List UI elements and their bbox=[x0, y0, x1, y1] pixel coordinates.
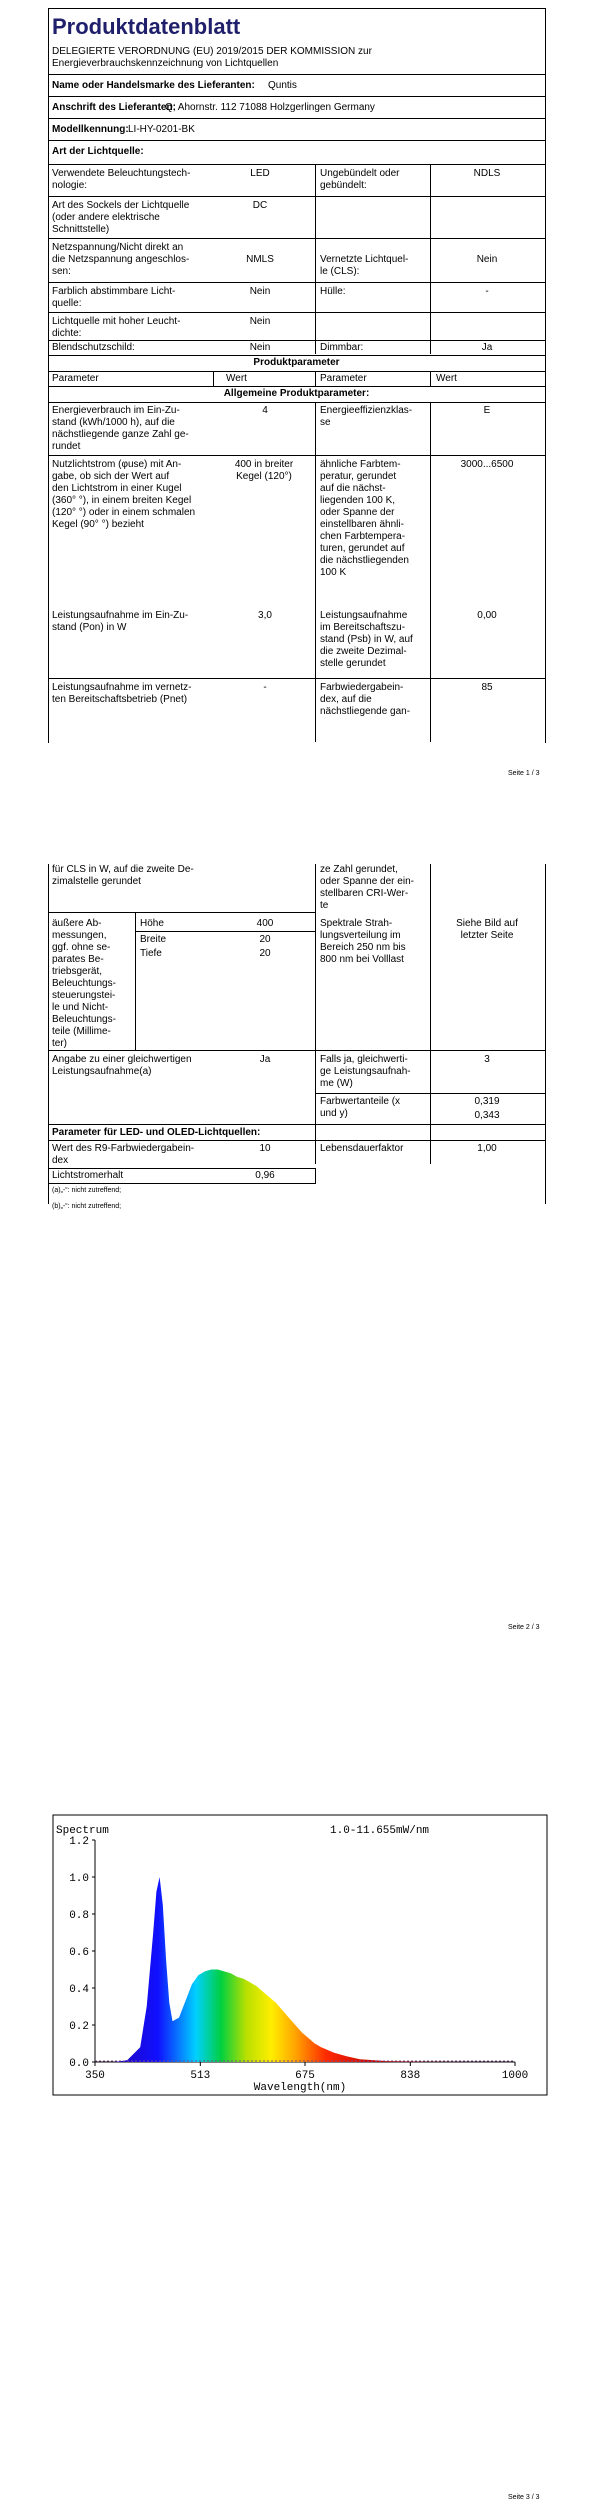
dimensions-label: äußere Ab- messungen, ggf. ohne se- parates Be- triebsgerät, Beleuchtungs- steuerungstei- le und Nicht- Beleuchtungs- teile (Millime- ter) bbox=[52, 918, 116, 1049]
glare-label: Blendschutzschild: bbox=[52, 342, 135, 353]
chromaticity-x-value: 0,319 bbox=[474, 1096, 500, 1107]
dim-depth-label: Tiefe bbox=[140, 948, 162, 959]
networked-standby-label-cont: für CLS in W, auf die zweite De- zimalstelle gerundet bbox=[52, 864, 194, 887]
address-label: Anschrift des Lieferanten: bbox=[52, 102, 176, 113]
supplier-label: Name oder Handelsmarke des Lieferanten: bbox=[52, 80, 255, 91]
standby-power-value: 0,00 bbox=[477, 610, 497, 621]
mains-label: Netzspannung/Nicht direkt an die Netzspannung angeschlos- sen: bbox=[52, 242, 190, 277]
col-parameter-2: Parameter bbox=[320, 373, 367, 384]
page-2-footer: Seite 2 / 3 bbox=[508, 1624, 540, 1631]
networked-standby-label: Leistungsaufnahme im vernetz- ten Bereitschaftsbetrieb (Pnet) bbox=[52, 682, 192, 705]
x-tick-label: 1000 bbox=[501, 2070, 529, 2082]
cap-type-value: DC bbox=[252, 200, 268, 211]
equivalent-power-label: Angabe zu einer gleichwertigen Leistungsaufnahme(a) bbox=[52, 1054, 192, 1077]
col-parameter-1: Parameter bbox=[52, 373, 99, 384]
x-tick-label: 350 bbox=[85, 2070, 105, 2082]
lumen-maintenance-value: 0,96 bbox=[255, 1170, 275, 1181]
y-tick-label: 1.2 bbox=[69, 1836, 89, 1848]
dim-height-label: Höhe bbox=[140, 918, 164, 929]
general-parameters-header: Allgemeine Produktparameter: bbox=[223, 388, 370, 399]
cri-label: Farbwiedergabein- dex, auf die nächstliegende gan- bbox=[320, 682, 411, 717]
survival-factor-label: Lebensdauerfaktor bbox=[320, 1143, 404, 1154]
model-value: LI-HY-0201-BK bbox=[128, 124, 195, 135]
tech-value: LED bbox=[250, 168, 270, 179]
glare-value: Nein bbox=[249, 342, 271, 353]
chart-title: Spectrum bbox=[56, 1825, 109, 1837]
r9-label: Wert des R9-Farbwiedergabein- dex bbox=[52, 1143, 195, 1166]
led-parameters-header: Parameter für LED- und OLED-Lichtquellen: bbox=[52, 1127, 261, 1138]
page-title: Produktdatenblatt bbox=[52, 14, 241, 39]
x-axis-label: Wavelength(nm) bbox=[253, 2082, 347, 2094]
high-luminance-label: Lichtquelle mit hoher Leucht- dichte: bbox=[52, 316, 181, 339]
light-source-type-header: Art der Lichtquelle: bbox=[52, 146, 144, 157]
y-tick-label: 0.4 bbox=[69, 1984, 89, 1996]
r9-value: 10 bbox=[259, 1143, 271, 1154]
lumen-maintenance-label: Lichtstromerhalt bbox=[52, 1170, 124, 1181]
energy-class-value: E bbox=[483, 405, 491, 416]
on-mode-power-value: 3,0 bbox=[258, 610, 272, 621]
spectral-distribution-label: Spektrale Strah- lungsverteilung im Bereich 250 nm bis 800 nm bei Volllast bbox=[320, 918, 406, 965]
cct-value: 3000...6500 bbox=[460, 459, 514, 470]
connected-value: Nein bbox=[476, 254, 498, 265]
col-value-2: Wert bbox=[436, 373, 457, 384]
tech-label: Verwendete Beleuchtungstech- nologie: bbox=[52, 168, 191, 191]
chromaticity-y-value: 0,343 bbox=[474, 1110, 500, 1121]
cri-label-cont: ze Zahl gerundet, oder Spanne der ein- stellbaren CRI-Wer- te bbox=[320, 864, 414, 911]
dim-width-value: 20 bbox=[259, 934, 271, 945]
supplier-value: Quntis bbox=[268, 80, 297, 91]
dimmable-value: Ja bbox=[481, 342, 493, 353]
equivalent-power-value: Ja bbox=[259, 1054, 271, 1065]
spectral-distribution-value: Siehe Bild auf letzter Seite bbox=[456, 918, 518, 941]
cct-label: ähnliche Farbtem- peratur, gerundet auf die nächst- liegenden 100 K, oder Spanne der einstellbaren ähnli- chen Farbtempera- turen, gerundet auf die nächstliegenden 100 K bbox=[320, 459, 409, 578]
regulation-line-1: DELEGIERTE VERORDNUNG (EU) 2019/2015 DER KOMMISSION zur bbox=[52, 46, 372, 57]
standby-power-label: Leistungsaufnahme im Bereitschaftszu- stand (Psb) in W, auf die zweite Dezimal- stelle gerundet bbox=[320, 610, 413, 669]
mains-value: NMLS bbox=[246, 254, 274, 265]
connected-label: Vernetzte Lichtquel- le (CLS): bbox=[320, 254, 409, 277]
page-3 bbox=[0, 1650, 591, 2510]
address-value: Q, Ahornstr. 112 71088 Holzgerlingen Germany bbox=[165, 102, 375, 113]
directional-value: NDLS bbox=[473, 168, 501, 179]
y-tick-label: 0.0 bbox=[69, 2058, 89, 2070]
dim-height-value: 400 bbox=[256, 918, 274, 929]
y-tick-label: 0.6 bbox=[69, 1947, 89, 1959]
useful-flux-value: 400 in breiter Kegel (120°) bbox=[234, 459, 294, 482]
y-tick-label: 0.8 bbox=[69, 1910, 89, 1922]
dim-depth-value: 20 bbox=[259, 948, 271, 959]
chromaticity-label: Farbwertanteile (x und y) bbox=[320, 1096, 401, 1119]
y-tick-label: 1.0 bbox=[69, 1873, 89, 1885]
directional-label: Ungebündelt oder gebündelt: bbox=[320, 168, 400, 191]
page-3-footer: Seite 3 / 3 bbox=[508, 2494, 540, 2501]
dimmable-label: Dimmbar: bbox=[320, 342, 364, 353]
envelope-label: Hülle: bbox=[320, 286, 346, 297]
tunable-value: Nein bbox=[249, 286, 271, 297]
dim-width-label: Breite bbox=[140, 934, 167, 945]
survival-factor-value: 1,00 bbox=[477, 1143, 497, 1154]
tunable-label: Farblich abstimmbare Licht- quelle: bbox=[52, 286, 176, 309]
high-luminance-value: Nein bbox=[249, 316, 271, 327]
cri-value: 85 bbox=[481, 682, 493, 693]
footnote-a: (a)„-“: nicht zutreffend; bbox=[52, 1187, 122, 1194]
chart-annotation: 1.0-11.655mW/nm bbox=[330, 1825, 430, 1837]
x-tick-label: 838 bbox=[400, 2070, 421, 2082]
useful-flux-label: Nutzlichtstrom (φuse) mit An- gabe, ob sich der Wert auf den Lichtstrom in einer Kugel (360° °), in einem breiten Kegel (120° °) oder in einem schmalen Kegel (90° °) bezieht bbox=[52, 459, 196, 530]
equivalent-power-w-label: Falls ja, gleichwerti- ge Leistungsaufnah- me (W) bbox=[320, 1054, 411, 1089]
energy-class-label: Energieeffizienzklas- se bbox=[320, 405, 413, 428]
energy-consumption-value: 4 bbox=[262, 405, 268, 416]
model-label: Modellkennung: bbox=[52, 124, 129, 135]
page-1 bbox=[0, 0, 591, 790]
equivalent-power-w-value: 3 bbox=[484, 1054, 490, 1065]
networked-standby-value: - bbox=[263, 682, 267, 693]
product-parameters-header: Produktparameter bbox=[253, 357, 340, 368]
page-2 bbox=[0, 800, 591, 1640]
regulation-line-2: Energieverbrauchskennzeichnung von Lichtquellen bbox=[52, 58, 279, 69]
envelope-value: - bbox=[485, 286, 489, 297]
energy-consumption-label: Energieverbrauch im Ein-Zu- stand (kWh/1000 h), auf die nächstliegende ganze Zahl ge- rundet bbox=[52, 405, 189, 452]
on-mode-power-label: Leistungsaufnahme im Ein-Zu- stand (Pon) in W bbox=[52, 610, 189, 633]
footnote-b: (b)„-“: nicht zutreffend; bbox=[52, 1203, 122, 1210]
page-1-footer: Seite 1 / 3 bbox=[508, 770, 540, 777]
spectrum-chart bbox=[0, 1650, 591, 2094]
x-tick-label: 513 bbox=[190, 2070, 211, 2082]
cap-type-label: Art des Sockels der Lichtquelle (oder andere elektrische Schnittstelle) bbox=[52, 200, 190, 235]
col-value-1: Wert bbox=[226, 373, 247, 384]
x-tick-label: 675 bbox=[295, 2070, 315, 2082]
y-tick-label: 0.2 bbox=[69, 2021, 89, 2033]
